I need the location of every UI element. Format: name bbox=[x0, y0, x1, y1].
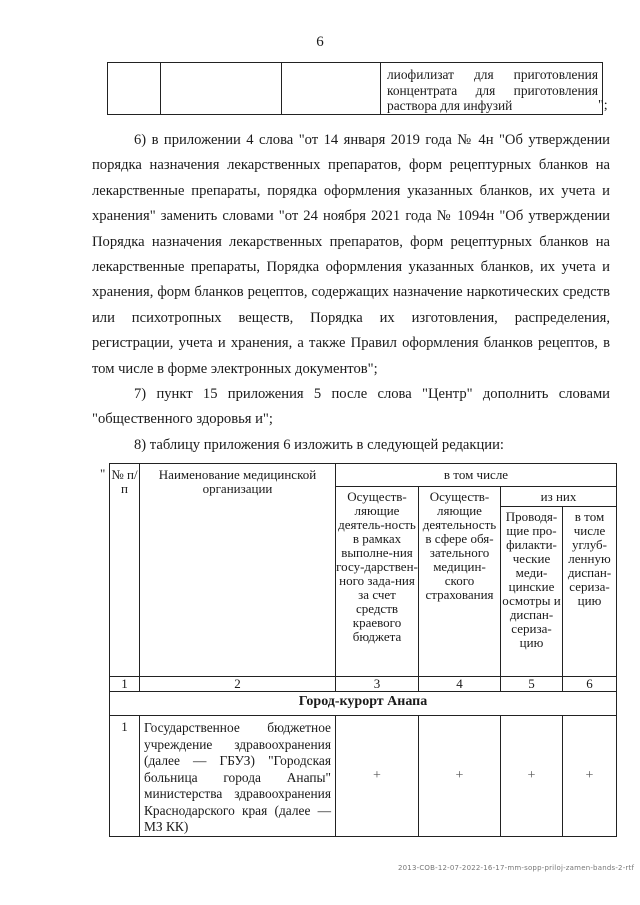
col-number: 1 bbox=[110, 677, 140, 692]
carryover-cell-empty bbox=[161, 63, 282, 115]
col-number: 3 bbox=[336, 677, 419, 692]
header-col4: Осуществ-ляющие деятельность в сфере обя-зательного медицин-ского страхования bbox=[419, 487, 501, 677]
paragraph-8: 8) таблицу приложения 6 изложить в следующей редакции: bbox=[134, 436, 504, 453]
col-number: 4 bbox=[419, 677, 501, 692]
section-heading: Город-курорт Анапа bbox=[110, 692, 617, 716]
col-number: 6 bbox=[563, 677, 617, 692]
header-of-them: из них bbox=[501, 487, 617, 507]
header-org: Наименование медицинской организации bbox=[140, 464, 336, 677]
paragraph-7: 7) пункт 15 приложения 5 после слова "Центр" дополнить словами "общественного здоровья и"; bbox=[92, 386, 610, 428]
row-mark-col6: + bbox=[563, 716, 617, 837]
header-col6: в том числе углуб-ленную диспан-сериза-цию bbox=[563, 507, 617, 677]
row-num: 1 bbox=[110, 716, 140, 837]
header-incl: в том числе bbox=[336, 464, 617, 487]
row-org-name: Государственное бюджетное учреждение здравоохранения (далее — ГБУЗ) "Городская больница города Анапы" министерства здравоохранения Краснодарского края (далее — МЗ КК) bbox=[140, 716, 336, 837]
row-mark-col5: + bbox=[501, 716, 563, 837]
amendment-paragraphs bbox=[92, 128, 610, 458]
main-table bbox=[109, 463, 617, 837]
carryover-cell-empty bbox=[108, 63, 161, 115]
opening-quote: " bbox=[100, 466, 106, 481]
carryover-cell-empty bbox=[282, 63, 381, 115]
header-col3: Осуществ-ляющие деятель-ность в рамках выполне-ния госу-дарствен-ного зада-ния за счет средств краевого бюджета bbox=[336, 487, 419, 677]
header-num: № п/п bbox=[110, 464, 140, 677]
table-row bbox=[110, 716, 617, 837]
carryover-table bbox=[107, 62, 603, 115]
page-number: 6 bbox=[316, 34, 324, 50]
carryover-cell-text: лиофилизат для приготовления концентрата для приготовления раствора для инфузий bbox=[381, 63, 603, 115]
col-number: 5 bbox=[501, 677, 563, 692]
paragraph-6: 6) в приложении 4 слова "от 14 января 2019 года № 4н "Об утверждении порядка назначения лекарственных препаратов, форм рецептурных бланков на лекарственные препараты, порядка оформления указанных бланков, их учета и хранения" заменить словами "от 24 ноября 2021 года № 1094н "Об утверждении Порядка назначения лекарственных препаратов, форм рецептурных бланков на лекарственные препараты, Порядка оформления указанных бланков, их учета и хранения, форм бланков рецептов, содержащих назначение наркотических средств или психотропных веществ, Порядка их изготовления, распределения, регистрации, учета и хранения, а также Правил оформления бланков рецептов, в том числе в форме электронных документов"; bbox=[92, 132, 610, 377]
closing-mark: "; bbox=[598, 98, 608, 113]
footer-code: 2013-COB-12-07-2022-16-17-mm-sopp-priloj-zamen-bands-2-rtf bbox=[398, 864, 635, 872]
col-number: 2 bbox=[140, 677, 336, 692]
row-mark-col4: + bbox=[419, 716, 501, 837]
row-mark-col3: + bbox=[336, 716, 419, 837]
header-col5: Проводя-щие про-филакти-ческие меди-цинские осмотры и диспан-сериза-цию bbox=[501, 507, 563, 677]
